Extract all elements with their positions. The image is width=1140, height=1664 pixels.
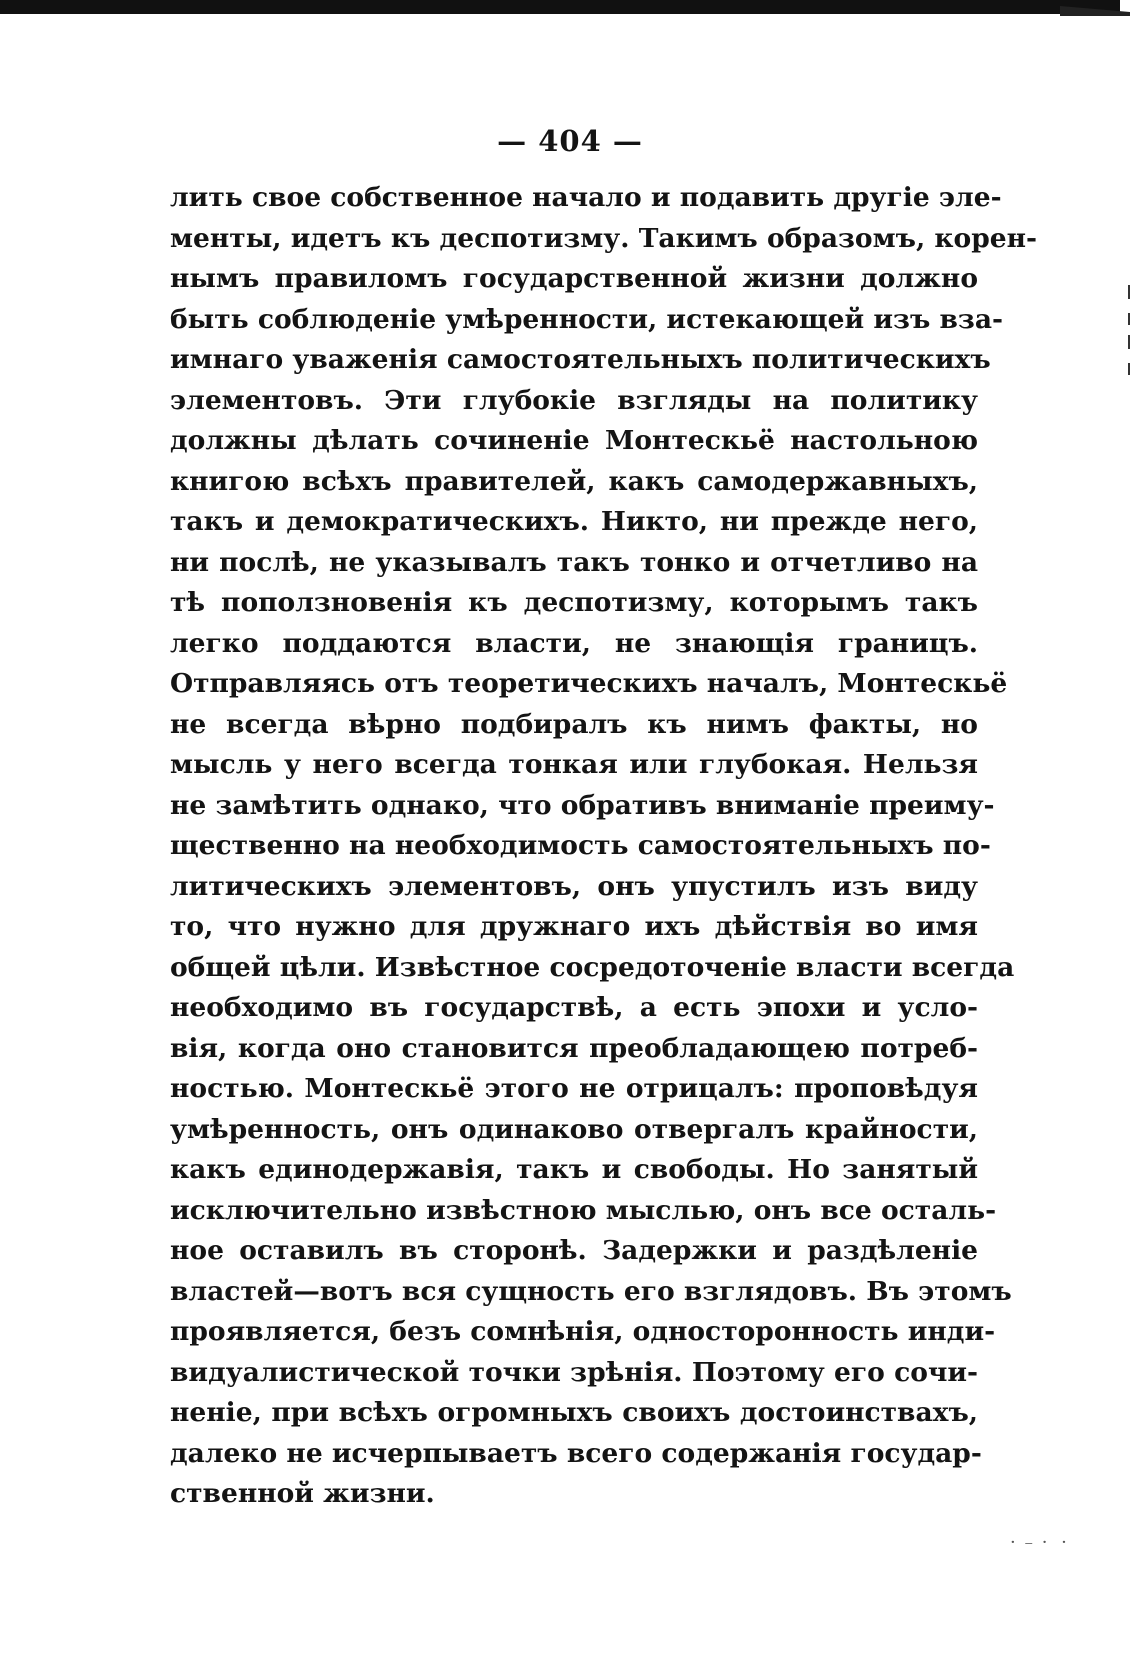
- text-line: щественно на необходимость самостоятельныхъ по-: [170, 830, 991, 861]
- text-line: вія, когда оно становится преобладающею потреб-: [170, 1032, 978, 1064]
- text-line: должны дѣлать сочиненіе Монтескьё настольною: [170, 425, 978, 456]
- top-edge-rule: [0, 0, 1120, 14]
- text-line: необходимо въ государствѣ, а есть эпохи и усло-: [170, 992, 978, 1023]
- text-line: неніе, при всѣхъ огромныхъ своихъ достоинствахъ,: [170, 1397, 978, 1428]
- text-line: менты, идетъ къ деспотизму. Такимъ образомъ, корен-: [170, 222, 1037, 254]
- text-line: книгою всѣхъ правителей, какъ самодержавныхъ,: [170, 465, 978, 497]
- text-line: легко поддаются власти, не знающія границъ.: [170, 627, 978, 659]
- text-line: элементовъ. Эти глубокіе взгляды на политику: [170, 384, 978, 416]
- text-line: проявляется, безъ сомнѣнія, односторонность инди-: [170, 1316, 996, 1347]
- text-line: быть соблюденіе умѣренности, истекающей изъ вза-: [170, 303, 1004, 335]
- text-line: лить свое собственное начало и подавить другіе эле-: [170, 182, 1002, 213]
- text-line: видуалистической точки зрѣнія. Поэтому его сочи-: [170, 1356, 978, 1388]
- margin-scan-marks: [1128, 285, 1132, 385]
- text-line: общей цѣли. Извѣстное сосредоточеніе власти всегда: [170, 951, 1015, 983]
- text-line: ное оставилъ въ сторонѣ. Задержки и раздѣленіе: [170, 1235, 978, 1266]
- text-line: тѣ поползновенія къ деспотизму, которымъ такъ: [170, 587, 978, 618]
- text-line: нымъ правиломъ государственной жизни должно: [170, 263, 978, 294]
- text-line: не замѣтить однако, что обративъ вниманіе преиму-: [170, 789, 995, 821]
- text-line: властей—вотъ вся сущность его взглядовъ. Въ этомъ: [170, 1275, 1012, 1307]
- text-line: не всегда вѣрно подбиралъ къ нимъ факты, но: [170, 708, 978, 740]
- scan-speck-marks: ·﹣· ·: [1010, 1532, 1071, 1553]
- text-line: какъ единодержавія, такъ и свободы. Но занятый: [170, 1154, 978, 1185]
- page-number: — 404 —: [497, 124, 643, 158]
- text-line: Отправляясь отъ теоретическихъ началъ, Монтескьё: [170, 668, 1008, 699]
- text-line-last: ственной жизни.: [170, 1478, 435, 1509]
- text-line: далеко не исчерпываетъ всего содержанія государ-: [170, 1437, 982, 1469]
- text-line: имнаго уваженія самостоятельныхъ политическихъ: [170, 344, 991, 375]
- body-paragraph: [170, 178, 1037, 1515]
- text-line: ностью. Монтескьё этого не отрицалъ: проповѣдуя: [170, 1073, 978, 1104]
- text-line: то, что нужно для дружнаго ихъ дѣйствія во имя: [170, 911, 978, 942]
- text-line: мысль у него всегда тонкая или глубокая. Нельзя: [170, 749, 978, 780]
- text-line: литическихъ элементовъ, онъ упустилъ изъ виду: [170, 870, 978, 902]
- text-line: умѣренность, онъ одинаково отвергалъ крайности,: [170, 1113, 978, 1145]
- text-line: такъ и демократическихъ. Никто, ни прежде него,: [170, 506, 978, 537]
- text-line: исключительно извѣстною мыслью, онъ все осталь-: [170, 1194, 997, 1226]
- text-line: ни послѣ, не указывалъ такъ тонко и отчетливо на: [170, 546, 978, 578]
